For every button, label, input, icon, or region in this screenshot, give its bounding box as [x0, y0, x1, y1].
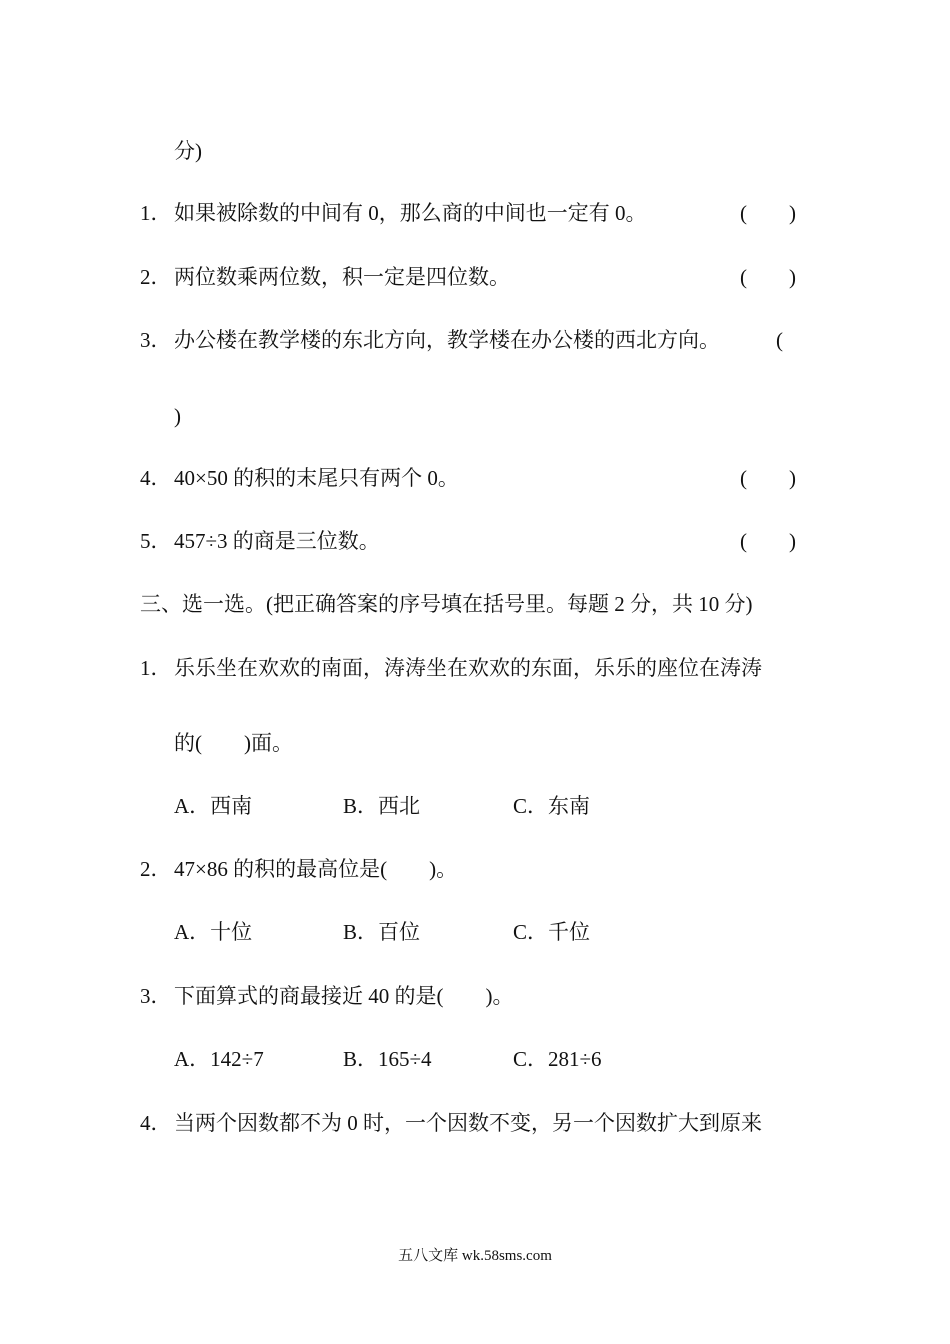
judge-item-text: 两位数乘两位数，积一定是四位数。 — [174, 265, 510, 289]
question-text: 当两个因数都不为 0 时，一个因数不变，另一个因数扩大到原来 — [174, 1111, 762, 1135]
answer-paren[interactable]: ( ) — [740, 201, 796, 225]
question-text: 47×86 的积的最高位是( )。 — [174, 857, 458, 881]
question-text-continued: 的( )面。 — [174, 731, 293, 755]
question-text: 乐乐坐在欢欢的南面，涛涛坐在欢欢的东面，乐乐的座位在涛涛 — [174, 656, 762, 680]
option-c[interactable]: C．281÷6 — [513, 1047, 602, 1071]
option-a[interactable]: A．十位 — [174, 920, 253, 944]
answer-paren-open[interactable]: ( — [776, 328, 783, 352]
answer-paren[interactable]: ( ) — [740, 265, 796, 289]
option-b[interactable]: B．165÷4 — [343, 1047, 432, 1071]
judge-item-number: 4． — [140, 466, 172, 490]
option-c[interactable]: C．千位 — [513, 920, 591, 944]
option-b[interactable]: B．百位 — [343, 920, 421, 944]
judge-item-text: 457÷3 的商是三位数。 — [174, 529, 380, 553]
judge-item-number: 5． — [140, 529, 172, 553]
option-a[interactable]: A．142÷7 — [174, 1047, 264, 1071]
answer-paren[interactable]: ( ) — [740, 466, 796, 490]
judge-item-text: 办公楼在教学楼的东北方向，教学楼在办公楼的西北方向。 — [174, 328, 720, 352]
option-b[interactable]: B．西北 — [343, 794, 421, 818]
question-number: 2． — [140, 857, 172, 881]
answer-paren-close[interactable]: ) — [174, 404, 181, 428]
section-heading: 三、选一选。(把正确答案的序号填在括号里。每题 2 分，共 10 分) — [140, 592, 753, 616]
judge-item-text: 40×50 的积的末尾只有两个 0。 — [174, 466, 459, 490]
judge-item-number: 2． — [140, 265, 172, 289]
option-c[interactable]: C．东南 — [513, 794, 591, 818]
judge-item-text: 如果被除数的中间有 0，那么商的中间也一定有 0。 — [174, 201, 647, 225]
answer-paren[interactable]: ( ) — [740, 529, 796, 553]
section-tail-text: 分) — [174, 139, 202, 163]
option-a[interactable]: A．西南 — [174, 794, 253, 818]
question-number: 4． — [140, 1111, 172, 1135]
question-text: 下面算式的商最接近 40 的是( )。 — [174, 984, 514, 1008]
question-number: 3． — [140, 984, 172, 1008]
judge-item-number: 1． — [140, 201, 172, 225]
page-footer: 五八文库 wk.58sms.com — [398, 1248, 552, 1264]
question-number: 1． — [140, 656, 172, 680]
judge-item-number: 3． — [140, 328, 172, 352]
